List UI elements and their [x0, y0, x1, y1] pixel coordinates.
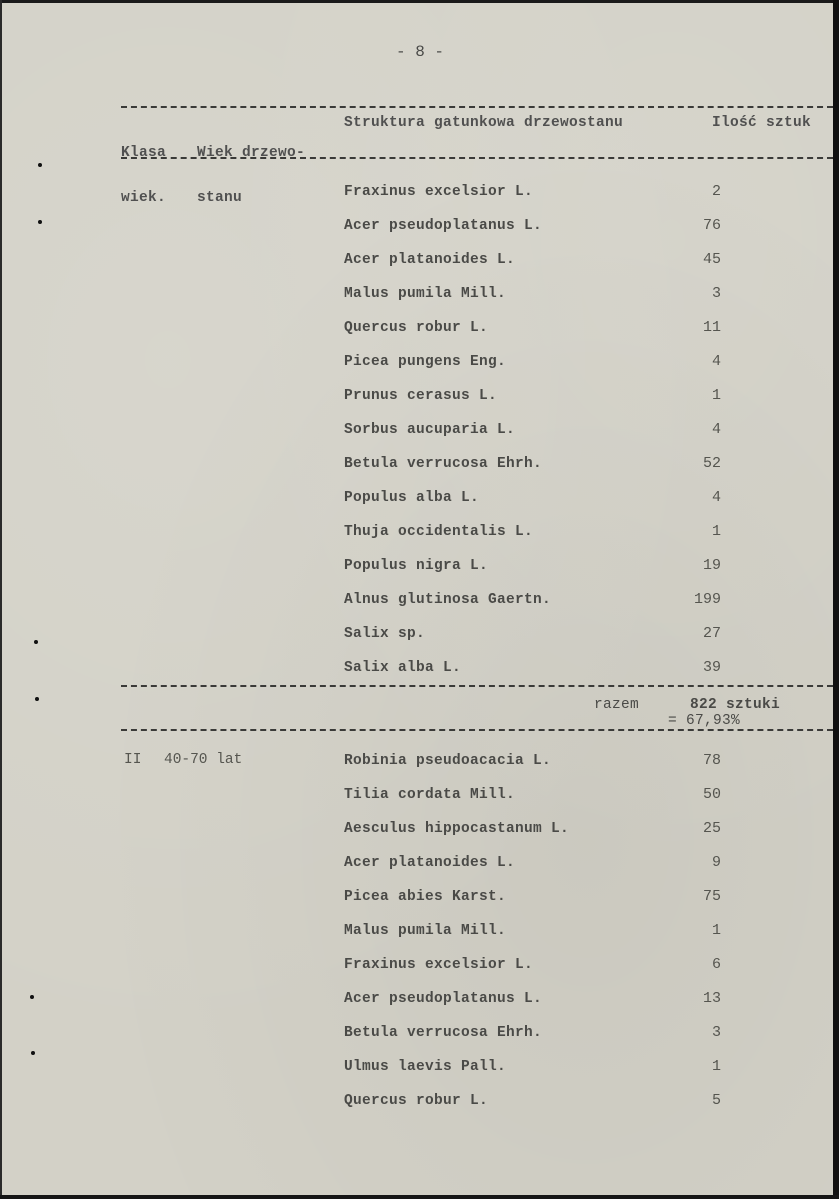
species-count: 199 — [693, 591, 721, 608]
table-row — [0, 922, 839, 942]
species-name: Picea pungens Eng. — [344, 354, 507, 370]
table-row — [0, 217, 839, 237]
species-name: Ulmus laevis Pall. — [344, 1059, 507, 1075]
species-count: 9 — [711, 854, 721, 871]
scan-edge-bottom — [0, 1195, 839, 1199]
species-name: Salix sp. — [344, 626, 426, 642]
species-count: 4 — [711, 489, 721, 506]
species-name: Acer platanoides L. — [344, 855, 516, 871]
table-row — [0, 854, 839, 874]
species-count: 25 — [702, 820, 721, 837]
table-row — [0, 820, 839, 840]
page-number: - 8 - — [395, 43, 444, 61]
species-count: 3 — [711, 1024, 721, 1041]
species-name: Fraxinus excelsior L. — [344, 957, 534, 973]
margin-dot — [38, 163, 42, 167]
table-row — [0, 489, 839, 509]
header-wiek-line1: Wiek drzewo- — [197, 145, 306, 161]
species-count: 4 — [711, 353, 721, 370]
margin-dot — [35, 697, 39, 701]
header-ilosc: Ilość sztuk — [712, 115, 812, 131]
header-wiek — [197, 116, 305, 221]
species-count: 13 — [702, 990, 721, 1007]
species-name: Populus alba L. — [344, 490, 480, 506]
species-count: 1 — [711, 922, 721, 939]
margin-dot — [31, 1051, 35, 1055]
species-name: Thuja occidentalis L. — [344, 524, 534, 540]
species-name: Aesculus hippocastanum L. — [344, 821, 570, 837]
species-count: 3 — [711, 285, 721, 302]
species-name: Betula verrucosa Ehrh. — [344, 1025, 543, 1041]
species-name: Picea abies Karst. — [344, 889, 507, 905]
species-count: 75 — [702, 888, 721, 905]
species-count: 2 — [711, 183, 721, 200]
species-count: 39 — [702, 659, 721, 676]
table-row — [0, 251, 839, 271]
species-count: 27 — [702, 625, 721, 642]
table-row — [0, 319, 839, 339]
species-name: Tilia cordata Mill. — [344, 787, 516, 803]
species-name: Acer platanoides L. — [344, 252, 516, 268]
table-row — [0, 285, 839, 305]
species-count: 76 — [702, 217, 721, 234]
species-count: 1 — [711, 387, 721, 404]
summary-top-rule — [121, 685, 833, 687]
summary-bottom-rule — [121, 729, 833, 731]
species-count: 1 — [711, 1058, 721, 1075]
species-count: 11 — [702, 319, 721, 336]
table-row — [0, 183, 839, 203]
species-name: Malus pumila Mill. — [344, 286, 507, 302]
summary-percent: = 67,93% — [668, 713, 741, 729]
scan-edge-top — [0, 0, 839, 3]
species-count: 52 — [702, 455, 721, 472]
table-row — [0, 557, 839, 577]
table-row — [0, 956, 839, 976]
header-klasa-line2: wiek. — [121, 190, 167, 206]
species-name: Acer pseudoplatanus L. — [344, 218, 543, 234]
species-count: 78 — [702, 752, 721, 769]
species-count: 50 — [702, 786, 721, 803]
summary-label: razem — [594, 697, 640, 713]
species-count: 19 — [702, 557, 721, 574]
species-name: Acer pseudoplatanus L. — [344, 991, 543, 1007]
species-name: Quercus robur L. — [344, 320, 489, 336]
header-struktura: Struktura gatunkowa drzewostanu — [344, 115, 624, 131]
header-wiek-line2: stanu — [197, 190, 243, 206]
table-row — [0, 353, 839, 373]
species-name: Populus nigra L. — [344, 558, 489, 574]
table-row — [0, 1024, 839, 1044]
species-name: Sorbus aucuparia L. — [344, 422, 516, 438]
table-row — [0, 421, 839, 441]
summary-total: 822 sztuki — [690, 697, 781, 713]
species-name: Betula verrucosa Ehrh. — [344, 456, 543, 472]
stand-age: 40-70 lat — [164, 752, 243, 768]
species-name: Malus pumila Mill. — [344, 923, 507, 939]
header-top-rule — [121, 106, 833, 108]
header-klasa-line1: Klasa — [121, 145, 167, 161]
table-row — [0, 786, 839, 806]
table-row — [0, 455, 839, 475]
species-name: Prunus cerasus L. — [344, 388, 498, 404]
species-count: 1 — [711, 523, 721, 540]
table-row — [0, 387, 839, 407]
header-klasa — [121, 116, 166, 221]
table-row — [0, 888, 839, 908]
table-row — [0, 1092, 839, 1112]
table-row — [0, 591, 839, 611]
species-name: Salix alba L. — [344, 660, 462, 676]
species-name: Fraxinus excelsior L. — [344, 184, 534, 200]
species-name: Alnus glutinosa Gaertn. — [344, 592, 552, 608]
table-row — [0, 659, 839, 679]
species-name: Quercus robur L. — [344, 1093, 489, 1109]
table-row — [0, 1058, 839, 1078]
species-count: 5 — [711, 1092, 721, 1109]
species-name: Robinia pseudoacacia L. — [344, 753, 552, 769]
species-count: 6 — [711, 956, 721, 973]
species-count: 4 — [711, 421, 721, 438]
table-row — [0, 523, 839, 543]
age-class: II — [124, 752, 142, 768]
species-count: 45 — [702, 251, 721, 268]
table-row — [0, 752, 839, 772]
table-row — [0, 990, 839, 1010]
table-row — [0, 625, 839, 645]
